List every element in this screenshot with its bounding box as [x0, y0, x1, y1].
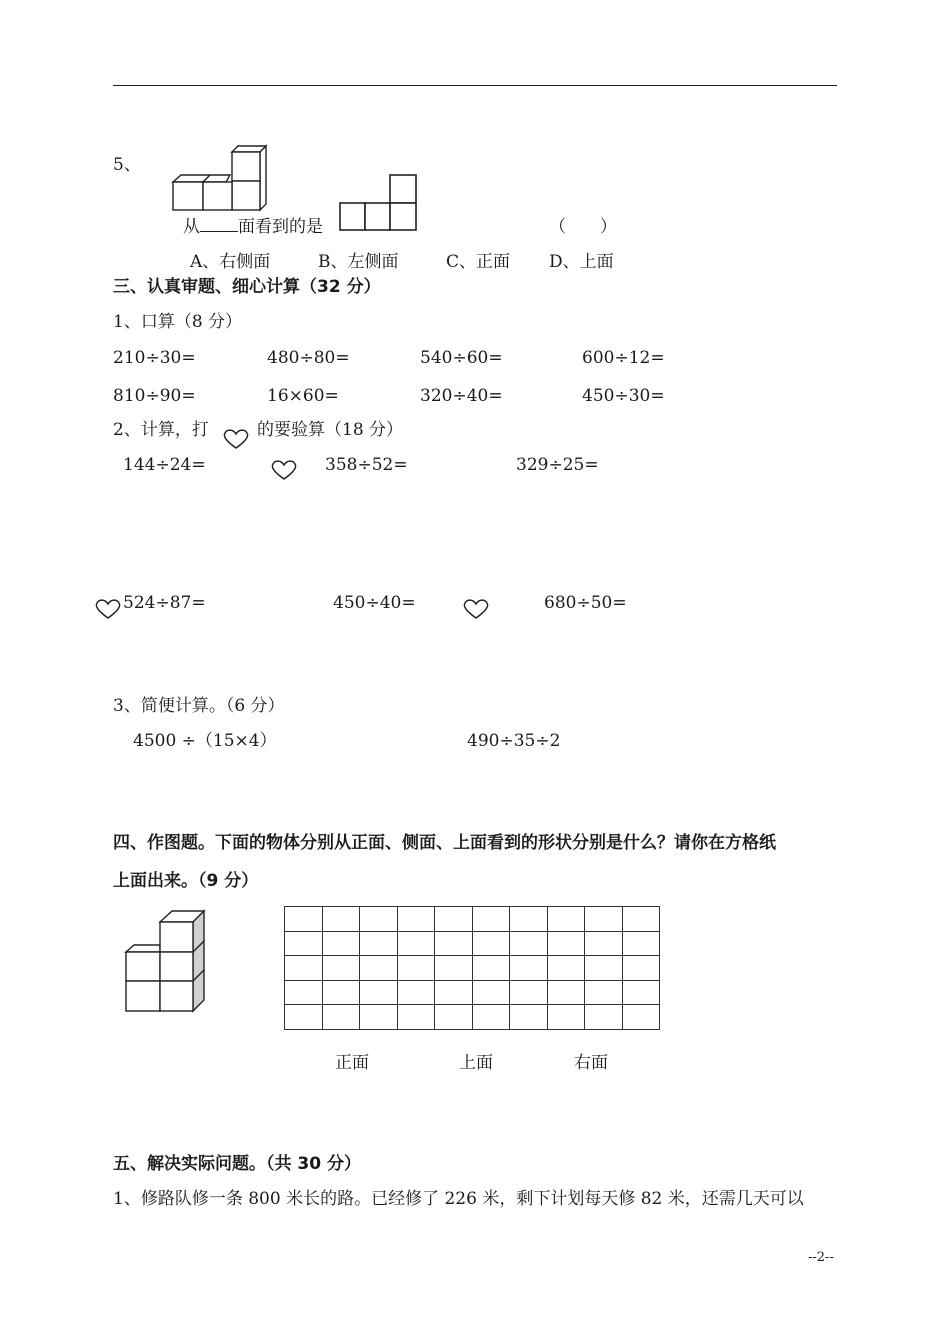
q5-number: 5、	[113, 155, 141, 175]
q5-view-figure	[338, 173, 420, 233]
calc-item: 144÷24=	[123, 455, 206, 475]
section-4-title-line1: 四、作图题。下面的物体分别从正面、侧面、上面看到的形状分别是什么？请你在方格纸	[113, 833, 776, 853]
heart-icon	[270, 459, 298, 481]
oral-calc-item: 480÷80=	[267, 348, 350, 368]
oral-calc-item: 210÷30=	[113, 348, 196, 368]
oral-calc-item: 540÷60=	[420, 348, 503, 368]
oral-calc-item: 450÷30=	[582, 386, 665, 406]
part-2-title-a: 2、计算，打	[113, 420, 209, 440]
drawing-grid[interactable]	[284, 906, 660, 1030]
calc-item: 680÷50=	[544, 593, 627, 613]
calc-item: 450÷40=	[333, 593, 416, 613]
q5-prefix: 从	[183, 217, 200, 237]
calc-item: 524÷87=	[123, 593, 206, 613]
page-number: --2--	[808, 1250, 834, 1265]
section-3-title: 三、认真审题、细心计算（32 分）	[113, 277, 381, 297]
q5-option-a[interactable]: A、右侧面	[190, 252, 271, 272]
stacked-cubes-figure	[124, 908, 210, 1014]
q5-question	[183, 217, 323, 237]
calc-item: 358÷52=	[325, 455, 408, 475]
header-rule	[113, 85, 837, 86]
simplify-item: 4500 ÷（15×4）	[133, 731, 277, 751]
section-4-title-line2: 上面出来。（9 分）	[113, 871, 259, 891]
part-1-title: 1、口算（8 分）	[113, 312, 243, 332]
q5-option-c[interactable]: C、正面	[446, 252, 511, 272]
simplify-item: 490÷35÷2	[467, 731, 561, 751]
oral-calc-item: 810÷90=	[113, 386, 196, 406]
q5-option-d[interactable]: D、上面	[549, 252, 614, 272]
oral-calc-item: 16×60=	[267, 386, 339, 406]
oral-calc-item: 320÷40=	[420, 386, 503, 406]
grid-label-top: 上面	[459, 1053, 493, 1073]
part-3-title: 3、简便计算。（6 分）	[113, 696, 285, 716]
section-5-title: 五、解决实际问题。（共 30 分）	[113, 1154, 361, 1174]
q5-answer-blank[interactable]	[200, 217, 238, 232]
word-problem-1: 1、修路队修一条 800 米长的路。已经修了 226 米，剩下计划每天修 82 米，还需几天可以	[113, 1189, 804, 1209]
grid-label-right: 右面	[574, 1053, 608, 1073]
q5-option-b[interactable]: B、左侧面	[318, 252, 399, 272]
oral-calc-item: 600÷12=	[582, 348, 665, 368]
heart-icon	[94, 598, 122, 620]
q5-answer-paren[interactable]: （ ）	[549, 217, 617, 237]
grid-label-front: 正面	[335, 1053, 369, 1073]
calc-item: 329÷25=	[516, 455, 599, 475]
q5-suffix: 面看到的是	[238, 217, 323, 237]
q5-cube-figure	[170, 142, 270, 212]
part-2-title-b: 的要验算（18 分）	[257, 420, 404, 440]
heart-icon	[222, 428, 250, 450]
heart-icon	[462, 598, 490, 620]
